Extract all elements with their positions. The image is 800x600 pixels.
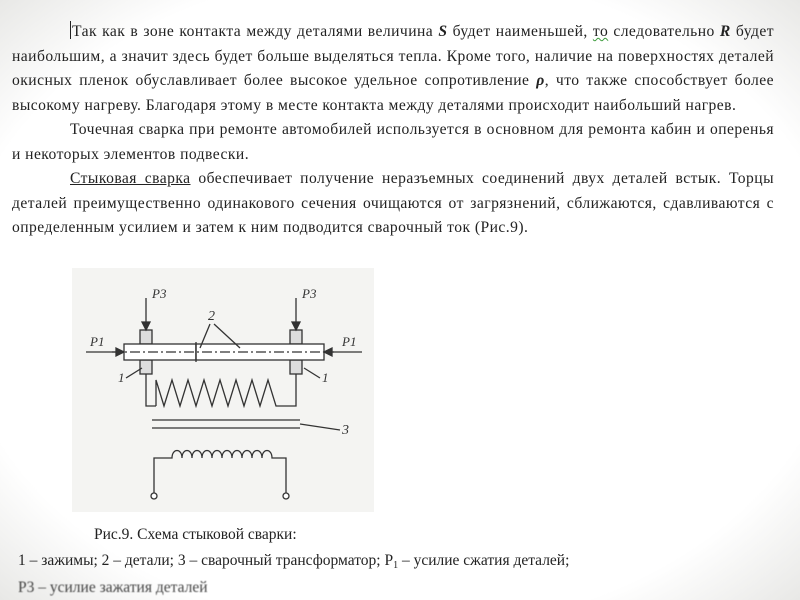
label-1-left: 1 bbox=[118, 370, 125, 385]
variable-s: S bbox=[438, 23, 448, 40]
secondary-winding bbox=[156, 380, 286, 406]
clamp-bottom-right bbox=[290, 360, 302, 374]
clamp-bottom-left bbox=[140, 360, 152, 374]
text-cursor bbox=[70, 21, 71, 39]
clamp-top-left bbox=[140, 330, 152, 344]
clamp-top-right bbox=[290, 330, 302, 344]
spellcheck-word[interactable]: то bbox=[592, 23, 609, 40]
terminal-right bbox=[283, 493, 289, 499]
figure-caption: Рис.9. Схема стыковой сварки: bbox=[94, 526, 297, 543]
variable-rho: ρ bbox=[536, 72, 545, 89]
butt-welding-diagram bbox=[72, 268, 374, 512]
label-p1-left: P1 bbox=[90, 334, 105, 349]
figure-legend: 1 – зажимы; 2 – детали; 3 – сварочный трансформатор; $Р_1$ – усилие сжатия деталей; bbox=[18, 552, 570, 571]
lead-left bbox=[146, 374, 156, 406]
lead-right bbox=[286, 374, 296, 406]
label-p3-left: P3 bbox=[152, 286, 167, 301]
variable-r: R bbox=[719, 23, 731, 40]
paragraph-2: Точечная сварка при ремонте автомобилей используется в основном для ремонта кабин и оперенья и некоторых элементов подвески. bbox=[12, 121, 774, 163]
paragraph-1: Так как в зоне контакта между деталями величина S будет наименьшей, то следовательно R будет наибольшим, а значит здесь будет больше выделяться тепла. Кроме того, наличие на поверхностях деталей окисных пленок обуславливает более высокое удельное сопротивление ρ, что также способствует более высокому нагреву. Благодаря этому в месте контакта между деталями происходит наибольший нагрев. bbox=[12, 23, 774, 114]
label-p3-right: P3 bbox=[302, 286, 317, 301]
label-2: 2 bbox=[208, 309, 215, 324]
primary-winding bbox=[154, 451, 286, 495]
diagram-svg bbox=[72, 268, 374, 512]
label-p1-right: P1 bbox=[342, 334, 357, 349]
document-text bbox=[12, 20, 774, 241]
paragraph-3: Стыковая сварка обеспечивает получение неразъемных соединений двух деталей встык. Торцы деталей преимущественно одинакового сечения очищаются от загрязнений, сближаются, сдавливаются с определенным усилием и затем к ним подводится сварочный ток (Рис.9). bbox=[12, 170, 774, 236]
label-3: 3 bbox=[342, 423, 349, 438]
label-1-right: 1 bbox=[322, 370, 329, 385]
term-butt-welding: Стыковая сварка bbox=[70, 170, 191, 187]
figure-legend-continued: Р3 – усилие зажатия деталей bbox=[18, 579, 208, 596]
terminal-left bbox=[151, 493, 157, 499]
